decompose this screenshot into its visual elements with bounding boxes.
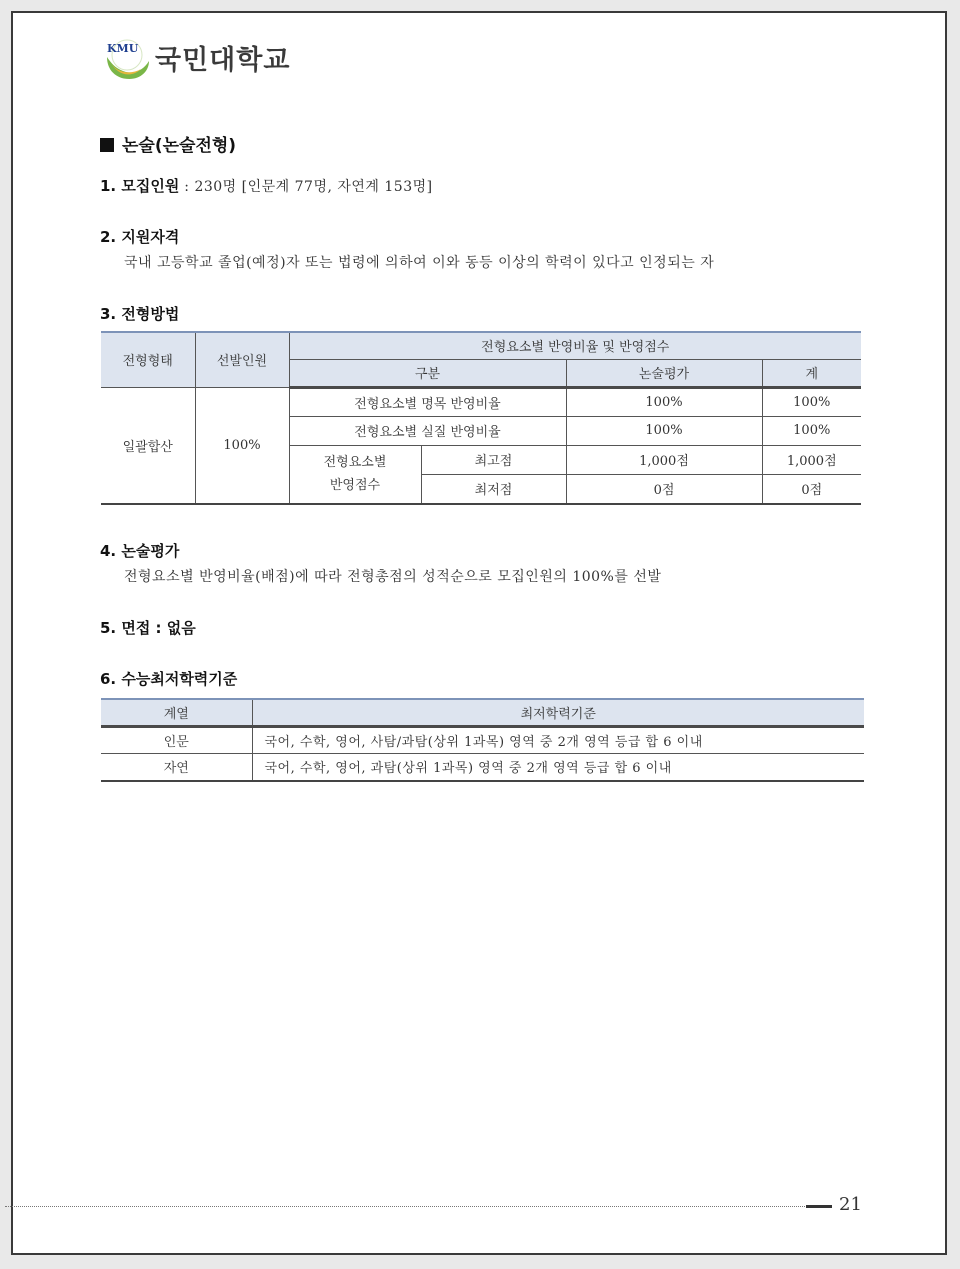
header-category: 구분 [289, 359, 566, 387]
method-table [101, 331, 861, 505]
table-row [101, 726, 864, 753]
cell-min-total: 0점 [762, 474, 861, 504]
recruit-line [100, 175, 433, 196]
csat-table [101, 698, 864, 782]
emblem-icon [103, 33, 151, 81]
cell-field: 인문 [101, 726, 252, 753]
method-label: 3. 전형방법 [100, 305, 180, 323]
score-label-line-1: 전형요소별 [323, 455, 387, 471]
header-criteria: 최저학력기준 [252, 699, 864, 726]
university-name: 국민대학교 [155, 44, 291, 76]
table-row [101, 387, 861, 416]
cell-max-label: 최고점 [421, 445, 566, 474]
cell-criteria: 국어, 수학, 영어, 과탐(상위 1과목) 영역 중 2개 영역 등급 합 6 이내 [252, 753, 864, 781]
cell-total: 100% [762, 416, 861, 445]
footer-divider [5, 1206, 805, 1207]
cell-max-essay: 1,000점 [566, 445, 762, 474]
header-select: 선발인원 [195, 332, 289, 387]
qualification-text: 국내 고등학교 졸업(예정)자 또는 법령에 의하여 이와 동등 이상의 학력이 있다고 인정되는 자 [124, 255, 715, 271]
cell-field: 자연 [101, 753, 252, 781]
cell-criteria: 국어, 수학, 영어, 사탐/과탐(상위 1과목) 영역 중 2개 영역 등급 합 6 이내 [252, 726, 864, 753]
essay-text: 전형요소별 반영비율(배점)에 따라 전형총점의 성적순으로 모집인원의 100%를 선발 [124, 569, 662, 585]
logo-badge: KMU [107, 42, 139, 55]
section-title-text: 논술(논술전형) [122, 136, 237, 156]
page-number: 21 [839, 1194, 862, 1215]
header-total: 계 [762, 359, 861, 387]
header-group: 전형요소별 반영비율 및 반영점수 [289, 332, 861, 359]
recruit-value: : 230명 [인문계 77명, 자연계 153명] [179, 179, 433, 195]
cell-select: 100% [195, 387, 289, 504]
header-field: 계열 [101, 699, 252, 726]
cell-max-total: 1,000점 [762, 445, 861, 474]
table-row [101, 753, 864, 781]
square-bullet-icon [100, 138, 114, 152]
essay-label: 4. 논술평가 [100, 542, 180, 560]
cell-score-label [289, 445, 421, 504]
header-essay: 논술평가 [566, 359, 762, 387]
university-logo [103, 31, 290, 83]
section-title [100, 131, 236, 156]
document-page [11, 11, 947, 1255]
cell-min-label: 최저점 [421, 474, 566, 504]
footer-dash [806, 1205, 832, 1208]
cell-total: 100% [762, 387, 861, 416]
cell-row-label: 전형요소별 명목 반영비율 [289, 387, 566, 416]
cell-row-label: 전형요소별 실질 반영비율 [289, 416, 566, 445]
csat-label: 6. 수능최저학력기준 [100, 670, 238, 688]
header-type: 전형형태 [101, 332, 195, 387]
cell-type: 일괄합산 [101, 387, 195, 504]
score-label-line-2: 반영점수 [329, 478, 381, 494]
qualification-label: 2. 지원자격 [100, 228, 180, 246]
recruit-label: 1. 모집인원 [100, 177, 180, 195]
cell-essay: 100% [566, 416, 762, 445]
cell-essay: 100% [566, 387, 762, 416]
interview-label: 5. 면접 : 없음 [100, 619, 196, 637]
cell-min-essay: 0점 [566, 474, 762, 504]
